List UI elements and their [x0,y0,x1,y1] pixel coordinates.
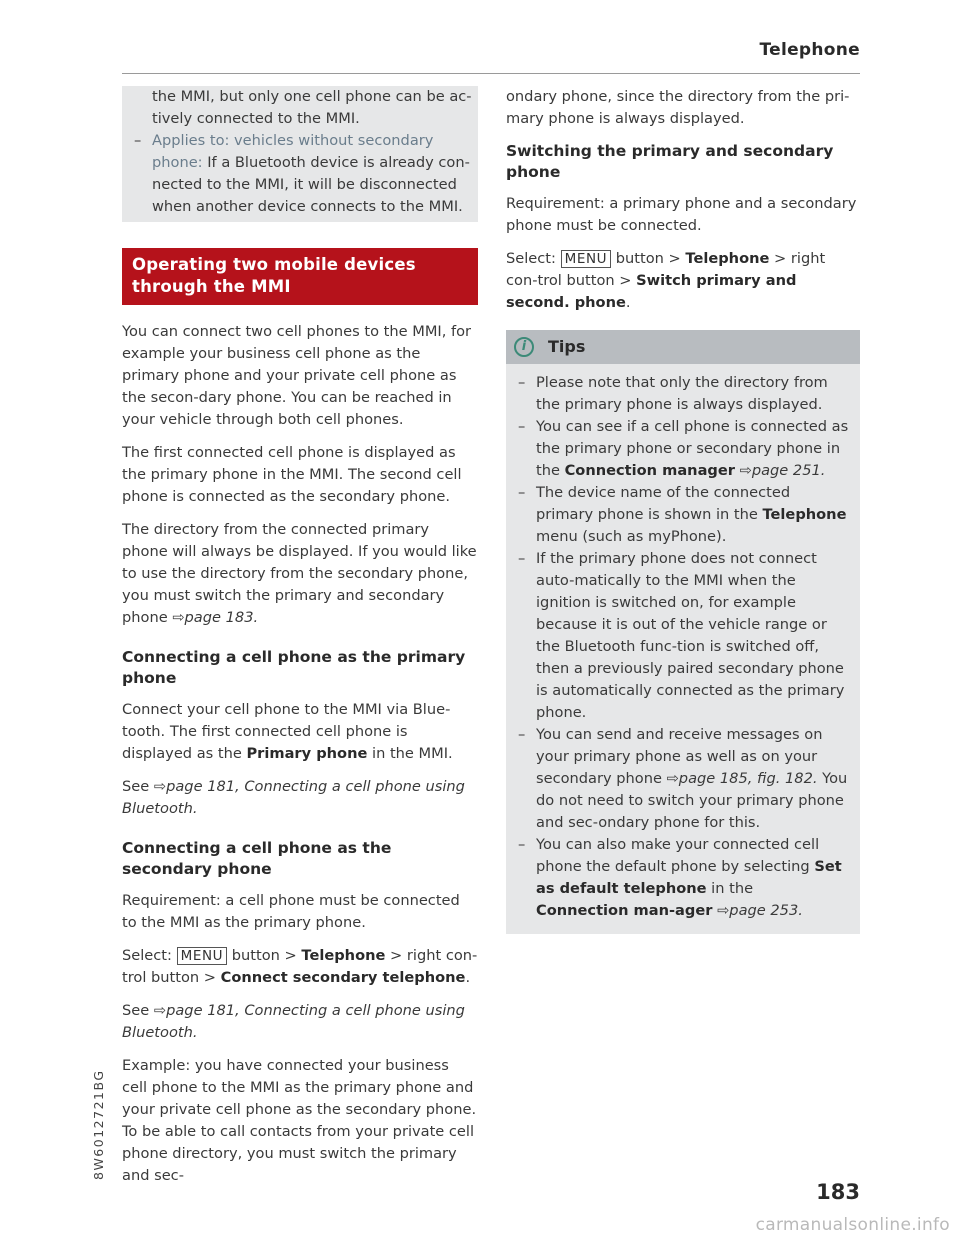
watermark: carmanualsonline.info [755,1215,950,1235]
tip-text: in the [706,880,754,897]
paragraph: ondary phone, since the directory from the pri-mary phone is always displayed. [506,88,850,127]
paragraph [122,776,478,820]
menu-key: MENU [561,250,612,268]
paragraph [122,699,478,765]
tip-item [510,724,850,834]
note-text-1 [126,86,474,130]
tip-item: – Please note that only the directory from the primary phone is always displayed. [510,372,850,416]
paragraph-text: Connect your cell phone to the MMI via Blue-tooth. The first connected cell phone is displayed as the [122,701,451,762]
select-instruction [122,945,478,989]
page-reference-link[interactable]: ⇨page 183. [172,609,259,626]
page-header-title: Telephone [759,40,860,60]
tip-item [510,416,850,482]
tip-text: menu (such as myPhone). [536,528,727,545]
tips-title: Tips [548,337,586,356]
paragraph-text: button > [611,250,686,267]
tips-box [506,330,860,934]
note-line: tively connected to the MMI. [152,110,360,127]
page-reference-link[interactable]: ⇨page 185, fig. 182. [666,770,818,787]
tips-header [506,330,860,364]
page-number: 183 [816,1180,860,1204]
bold-term: Connect secondary telephone [220,969,466,986]
page-reference-link[interactable]: ⇨page 181, Connecting a cell phone using Bluetooth. [122,1002,465,1041]
applies-label: Applies to: vehicles without secondary phone: [152,132,434,171]
bold-term: Primary phone [246,745,368,762]
tips-list [506,364,860,922]
tip-item [510,834,850,922]
paragraph-text: . [625,294,631,311]
paragraph: Requirement: a cell phone must be connected to the MMI as the primary phone. [122,892,460,931]
menu-key: MENU [177,947,228,965]
paragraph: The first connected cell phone is displayed as the primary phone in the MMI. The second cell phone is connected as the secondary phone. [122,444,462,505]
paragraph-text: Select: [122,947,177,964]
subheading-switch: Switching the primary and secondary phone [506,142,834,181]
paragraph-text: > right con-trol button > [122,947,478,986]
bold-term: Switch primary and second. phone [506,272,797,311]
select-instruction [506,248,860,314]
page-reference-link[interactable]: ⇨page 181, Connecting a cell phone using Bluetooth. [122,778,465,817]
paragraph-text: See [122,1002,154,1019]
paragraph [122,519,478,629]
note-line: If a Bluetooth device is already con- [202,154,470,171]
note-item-applies [126,130,474,218]
paragraph: Requirement: a primary phone and a secondary phone must be connected. [506,195,857,234]
paragraph-text: > right con-trol button > [506,250,826,289]
page-reference-link[interactable]: ⇨page 251. [734,462,826,479]
bold-term: Connection manager [564,462,735,479]
paragraph: You can connect two cell phones to the MMI, for example your business cell phone as the primary phone and your private cell phone as the secon-dary phone. You can be reached in your vehicle through both cell phones. [122,323,472,428]
subheading-secondary: Connecting a cell phone as the secondary phone [122,839,392,878]
subheading-primary: Connecting a cell phone as the primary phone [122,648,466,687]
tip-text: You can see if a cell phone is connected as the primary phone or secondary phone in the [536,418,849,479]
paragraph-text: . [465,969,471,986]
header-divider [122,73,860,74]
bold-term: Telephone [762,506,847,523]
paragraph-text: The directory from the connected primary phone will always be displayed. If you would like to use the directory from the secondary phone, you must switch the primary and secondary phone [122,521,477,626]
left-column [122,86,478,1198]
info-icon: i [514,337,534,357]
bold-term: Telephone [301,947,386,964]
tip-text: The device name of the connected primary phone is shown in the [536,484,791,523]
tip-text: You do not need to switch your primary phone and sec-ondary phone for this. [536,770,848,831]
document-code: 8W6012721BG [91,1069,106,1180]
tip-text: You can send and receive messages on your primary phone as well as on your secondary phone [536,726,823,787]
paragraph-text: in the MMI. [367,745,453,762]
note-box [122,86,478,222]
paragraph-text: Select: [506,250,561,267]
section-title: Operating two mobile devices through the MMI [122,248,478,305]
tip-item [510,482,850,548]
paragraph-text: button > [227,947,302,964]
right-column [506,86,860,934]
tip-item: – If the primary phone does not connect auto-matically to the MMI when the ignition is switched on, for example because it is out of the vehicle range or the Bluetooth func-tion is switched off, then a previously paired secondary phone is automatically connected as the primary phone. [510,548,850,724]
paragraph-text: See [122,778,154,795]
bold-term: Set as default telephone [536,858,842,897]
bold-term: Connection man-ager [536,902,713,919]
bold-term: Telephone [685,250,770,267]
paragraph: Example: you have connected your business cell phone to the MMI as the primary phone and your private cell phone as the secondary phone. To be able to call contacts from your private cell phone directory, you must switch the primary and sec- [122,1057,477,1184]
page-reference-link[interactable]: ⇨page 253. [712,902,803,919]
paragraph [122,1000,478,1044]
note-line: nected to the MMI, it will be disconnected [152,176,457,193]
note-line: when another device connects to the MMI. [152,198,463,215]
note-line: the MMI, but only one cell phone can be ac- [152,88,472,105]
tip-text: You can also make your connected cell phone the default phone by selecting [536,836,820,875]
